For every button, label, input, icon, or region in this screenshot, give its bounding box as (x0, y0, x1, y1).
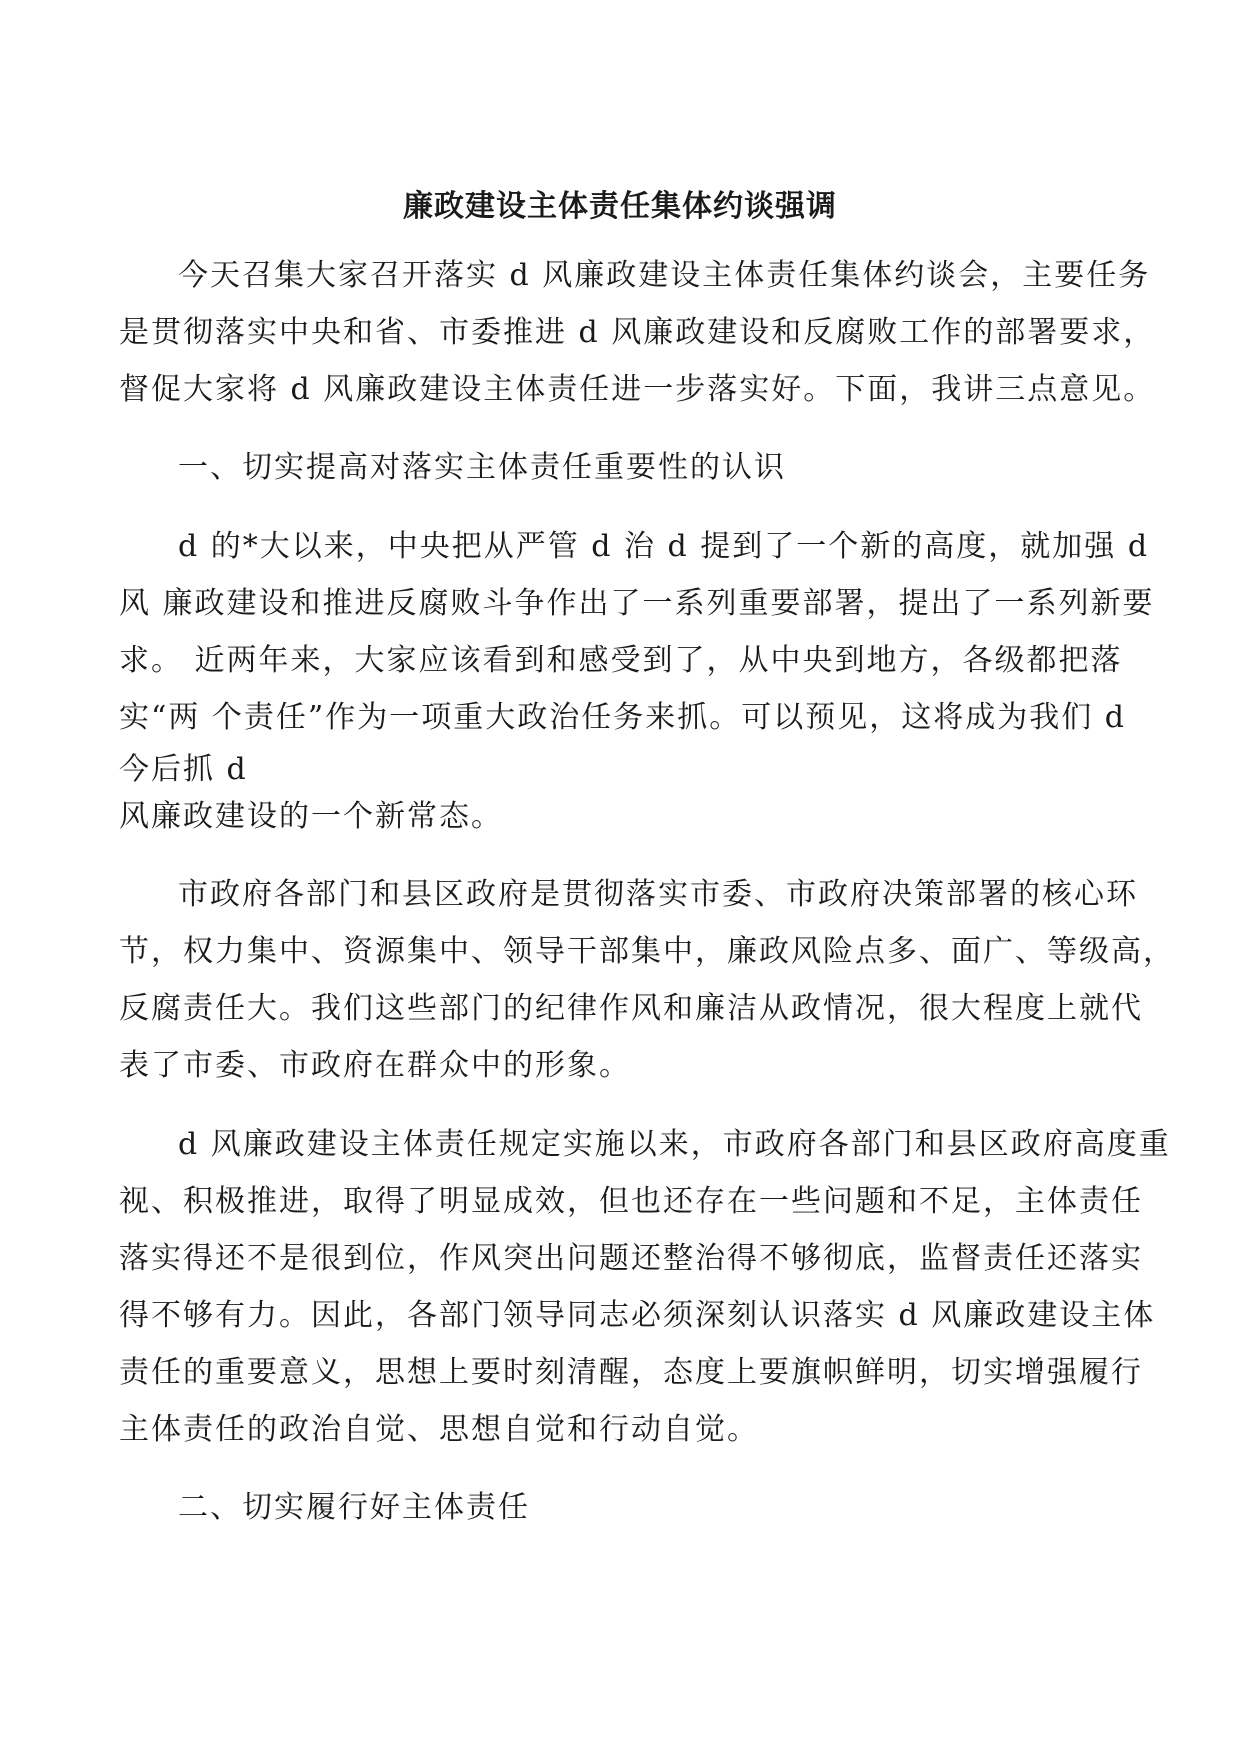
section-heading-1: 一、切实提高对落实主体责任重要性的认识 (178, 450, 786, 485)
text-line: 反腐责任大。我们这些部门的纪律作风和廉洁从政情况，很大程度上就代 (119, 991, 1143, 1026)
text-line: 责任的重要意义，思想上要时刻清醒，态度上要旗帜鲜明，切实增强履行 (119, 1355, 1143, 1390)
text-line: 今后抓 d (119, 752, 248, 787)
text-line: 督促大家将 d 风廉政建设主体责任进一步落实好。下面，我讲三点意见。 (119, 372, 1156, 407)
text-line: 风廉政建设的一个新常态。 (119, 799, 503, 834)
text-line: 视、积极推进，取得了明显成效，但也还存在一些问题和不足，主体责任 (119, 1184, 1143, 1219)
text-line: 实“两 个责任”作为一项重大政治任务来抓。可以预见，这将成为我们 d (119, 700, 1126, 735)
text-line: 风 廉政建设和推进反腐败斗争作出了一系列重要部署，提出了一系列新要 (119, 586, 1155, 621)
text-line: 得不够有力。因此，各部门领导同志必须深刻认识落实 d 风廉政建设主体 (119, 1298, 1156, 1333)
text-line: 市政府各部门和县区政府是贯彻落实市委、市政府决策部署的核心环 (178, 877, 1138, 912)
text-line: d 的*大以来，中央把从严管 d 治 d 提到了一个新的高度，就加强 d (178, 529, 1150, 564)
text-line: 今天召集大家召开落实 d 风廉政建设主体责任集体约谈会，主要任务 (178, 258, 1151, 293)
text-line: 求。 近两年来，大家应该看到和感受到了，从中央到地方，各级都把落 (119, 643, 1123, 678)
text-line: d 风廉政建设主体责任规定实施以来，市政府各部门和县区政府高度重 (178, 1127, 1171, 1162)
section-heading-2: 二、切实履行好主体责任 (178, 1490, 530, 1525)
document-title: 廉政建设主体责任集体约谈强调 (403, 189, 837, 224)
text-line: 落实得还不是很到位，作风突出问题还整治得不够彻底，监督责任还落实 (119, 1241, 1143, 1276)
text-line: 节，权力集中、资源集中、领导干部集中，廉政风险点多、面广、等级高， (119, 934, 1175, 969)
text-line: 主体责任的政治自觉、思想自觉和行动自觉。 (119, 1412, 759, 1447)
text-line: 表了市委、市政府在群众中的形象。 (119, 1048, 631, 1083)
text-line: 是贯彻落实中央和省、市委推进 d 风廉政建设和反腐败工作的部署要求， (119, 315, 1156, 350)
